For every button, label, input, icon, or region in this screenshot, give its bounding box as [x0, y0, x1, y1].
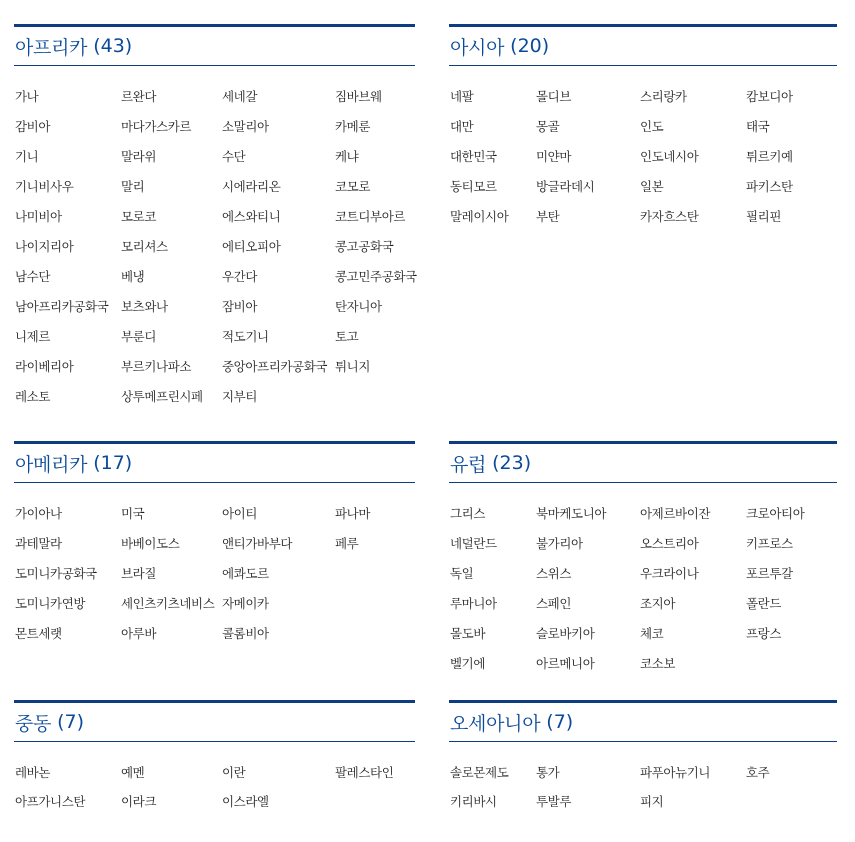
country-link[interactable]: 몬트세랫 [15, 626, 62, 641]
country-link[interactable]: 모리셔스 [121, 239, 168, 254]
country-link[interactable]: 라이베리아 [15, 359, 74, 374]
country-link[interactable]: 잠비아 [222, 299, 258, 314]
country-link[interactable]: 오스트리아 [640, 536, 699, 551]
country-link[interactable]: 카메룬 [335, 119, 371, 134]
country-link[interactable]: 부르키나파소 [121, 359, 192, 374]
region-title: 아프리카 [15, 36, 88, 59]
country-link[interactable]: 아프가니스탄 [15, 794, 86, 809]
region-header [14, 441, 415, 483]
country-link[interactable]: 자메이카 [222, 596, 269, 611]
country-link[interactable]: 파키스탄 [746, 179, 793, 194]
region-header [14, 700, 415, 742]
country-link[interactable]: 아루바 [121, 626, 157, 641]
country-link[interactable]: 피지 [640, 794, 664, 809]
region-header [14, 24, 415, 66]
country-grid [14, 758, 415, 816]
region-count: (17) [93, 452, 133, 474]
country-link[interactable]: 그리스 [450, 506, 486, 521]
country-link[interactable]: 카자흐스탄 [640, 209, 699, 224]
country-link[interactable]: 코트디부아르 [335, 209, 406, 224]
country-link[interactable]: 파푸아뉴기니 [640, 765, 711, 780]
region-section-americas [14, 441, 415, 649]
country-grid [14, 499, 415, 649]
country-link[interactable]: 르완다 [121, 89, 157, 104]
region-header [449, 24, 837, 66]
region-section-africa [14, 24, 415, 412]
country-link[interactable]: 필리핀 [746, 209, 782, 224]
country-link[interactable]: 조지아 [640, 596, 676, 611]
region-count: (43) [93, 35, 133, 57]
country-link[interactable]: 이란 [222, 765, 246, 780]
country-link[interactable]: 스페인 [536, 596, 572, 611]
country-link[interactable]: 몰디브 [536, 89, 572, 104]
country-link[interactable]: 포르투갈 [746, 566, 793, 581]
country-link[interactable]: 일본 [640, 179, 664, 194]
country-link[interactable]: 통가 [536, 765, 560, 780]
region-title: 유럽 [450, 453, 487, 476]
country-link[interactable]: 스리랑카 [640, 89, 687, 104]
country-link[interactable]: 튀니지 [335, 359, 371, 374]
country-link[interactable]: 호주 [746, 765, 770, 780]
region-count: (7) [57, 711, 85, 733]
country-link[interactable]: 아제르바이잔 [640, 506, 711, 521]
country-link[interactable]: 코모로 [335, 179, 371, 194]
country-link[interactable]: 마다가스카르 [121, 119, 192, 134]
country-link[interactable]: 기니비사우 [15, 179, 74, 194]
country-link[interactable]: 앤티가바부다 [222, 536, 293, 551]
country-link[interactable]: 네팔 [450, 89, 474, 104]
country-link[interactable]: 케냐 [335, 149, 359, 164]
country-link[interactable]: 도미니카공화국 [15, 566, 97, 581]
region-header [449, 700, 837, 742]
country-link[interactable]: 방글라데시 [536, 179, 595, 194]
country-link[interactable]: 세인츠키츠네비스 [121, 596, 215, 611]
country-link[interactable]: 대만 [450, 119, 474, 134]
country-link[interactable]: 독일 [450, 566, 474, 581]
region-count: (20) [510, 35, 550, 57]
country-link[interactable]: 세네갈 [222, 89, 258, 104]
country-link[interactable]: 태국 [746, 119, 770, 134]
country-link[interactable]: 탄자니아 [335, 299, 382, 314]
country-link[interactable]: 팔레스타인 [335, 765, 394, 780]
region-title: 아시아 [450, 36, 505, 59]
country-link[interactable]: 지부티 [222, 389, 258, 404]
country-link[interactable]: 소말리아 [222, 119, 269, 134]
country-link[interactable]: 토고 [335, 329, 359, 344]
country-link[interactable]: 브라질 [121, 566, 157, 581]
country-link[interactable]: 코소보 [640, 656, 676, 671]
country-link[interactable]: 미국 [121, 506, 145, 521]
country-link[interactable]: 몰도바 [450, 626, 486, 641]
country-link[interactable]: 중앙아프리카공화국 [222, 359, 328, 374]
country-link[interactable]: 시에라리온 [222, 179, 281, 194]
country-link[interactable]: 예멘 [121, 765, 145, 780]
country-grid [449, 758, 837, 816]
country-link[interactable]: 말레이시아 [450, 209, 509, 224]
country-link[interactable]: 솔로몬제도 [450, 765, 509, 780]
country-link[interactable]: 이라크 [121, 794, 157, 809]
region-section-middle-east [14, 700, 415, 816]
country-link[interactable]: 베냉 [121, 269, 145, 284]
country-link[interactable]: 콩고민주공화국 [335, 269, 417, 284]
country-link[interactable]: 부룬디 [121, 329, 157, 344]
country-link[interactable]: 가나 [15, 89, 39, 104]
country-link[interactable]: 바베이도스 [121, 536, 180, 551]
country-link[interactable]: 나이지리아 [15, 239, 74, 254]
country-link[interactable]: 말리 [121, 179, 145, 194]
country-link[interactable]: 아이티 [222, 506, 258, 521]
country-grid [14, 82, 415, 412]
country-link[interactable]: 레바논 [15, 765, 51, 780]
country-link[interactable]: 상투메프린시페 [121, 389, 203, 404]
country-link[interactable]: 몽골 [536, 119, 560, 134]
region-title: 중동 [15, 712, 52, 735]
country-link[interactable]: 짐바브웨 [335, 89, 382, 104]
country-link[interactable]: 스위스 [536, 566, 572, 581]
country-link[interactable]: 네덜란드 [450, 536, 497, 551]
country-link[interactable]: 폴란드 [746, 596, 782, 611]
country-grid [449, 499, 837, 679]
country-link[interactable]: 부탄 [536, 209, 560, 224]
country-link[interactable]: 에티오피아 [222, 239, 281, 254]
country-link[interactable]: 기니 [15, 149, 39, 164]
country-link[interactable]: 캄보디아 [746, 89, 793, 104]
country-link[interactable]: 우크라이나 [640, 566, 699, 581]
country-link[interactable]: 크로아티아 [746, 506, 805, 521]
region-count: (23) [492, 452, 532, 474]
country-link[interactable]: 수단 [222, 149, 246, 164]
country-link[interactable]: 동티모르 [450, 179, 497, 194]
country-link[interactable]: 가이아나 [15, 506, 62, 521]
country-link[interactable]: 루마니아 [450, 596, 497, 611]
region-count: (7) [546, 711, 574, 733]
country-link[interactable]: 과테말라 [15, 536, 62, 551]
country-link[interactable]: 니제르 [15, 329, 51, 344]
country-link[interactable]: 남아프리카공화국 [15, 299, 109, 314]
country-link[interactable]: 에스와티니 [222, 209, 281, 224]
country-link[interactable]: 모로코 [121, 209, 157, 224]
country-link[interactable]: 불가리아 [536, 536, 583, 551]
country-link[interactable]: 페루 [335, 536, 359, 551]
country-link[interactable]: 레소토 [15, 389, 51, 404]
region-header [449, 441, 837, 483]
country-link[interactable]: 이스라엘 [222, 794, 269, 809]
country-link[interactable]: 콜롬비아 [222, 626, 269, 641]
country-link[interactable]: 인도 [640, 119, 664, 134]
country-link[interactable]: 에콰도르 [222, 566, 269, 581]
country-link[interactable]: 우간다 [222, 269, 258, 284]
country-link[interactable]: 튀르키예 [746, 149, 793, 164]
region-title: 아메리카 [15, 453, 88, 476]
country-link[interactable]: 도미니카연방 [15, 596, 86, 611]
country-link[interactable]: 콩고공화국 [335, 239, 394, 254]
country-link[interactable]: 프랑스 [746, 626, 782, 641]
country-link[interactable]: 보츠와나 [121, 299, 168, 314]
country-link[interactable]: 벨기에 [450, 656, 486, 671]
country-link[interactable]: 대한민국 [450, 149, 497, 164]
country-link[interactable]: 미얀마 [536, 149, 572, 164]
region-section-asia [449, 24, 837, 232]
country-link[interactable]: 남수단 [15, 269, 51, 284]
country-link[interactable]: 파나마 [335, 506, 371, 521]
country-link[interactable]: 말라위 [121, 149, 157, 164]
country-grid [449, 82, 837, 232]
country-link[interactable]: 북마케도니아 [536, 506, 607, 521]
country-link[interactable]: 감비아 [15, 119, 51, 134]
country-link[interactable]: 투발루 [536, 794, 572, 809]
country-link[interactable]: 나미비아 [15, 209, 62, 224]
country-link[interactable]: 인도네시아 [640, 149, 699, 164]
region-section-oceania [449, 700, 837, 816]
region-section-europe [449, 441, 837, 679]
country-link[interactable]: 키프로스 [746, 536, 793, 551]
country-link[interactable]: 키리바시 [450, 794, 497, 809]
country-link[interactable]: 아르메니아 [536, 656, 595, 671]
region-title: 오세아니아 [450, 712, 541, 735]
country-link[interactable]: 체코 [640, 626, 664, 641]
country-link[interactable]: 슬로바키아 [536, 626, 595, 641]
country-link[interactable]: 적도기니 [222, 329, 269, 344]
